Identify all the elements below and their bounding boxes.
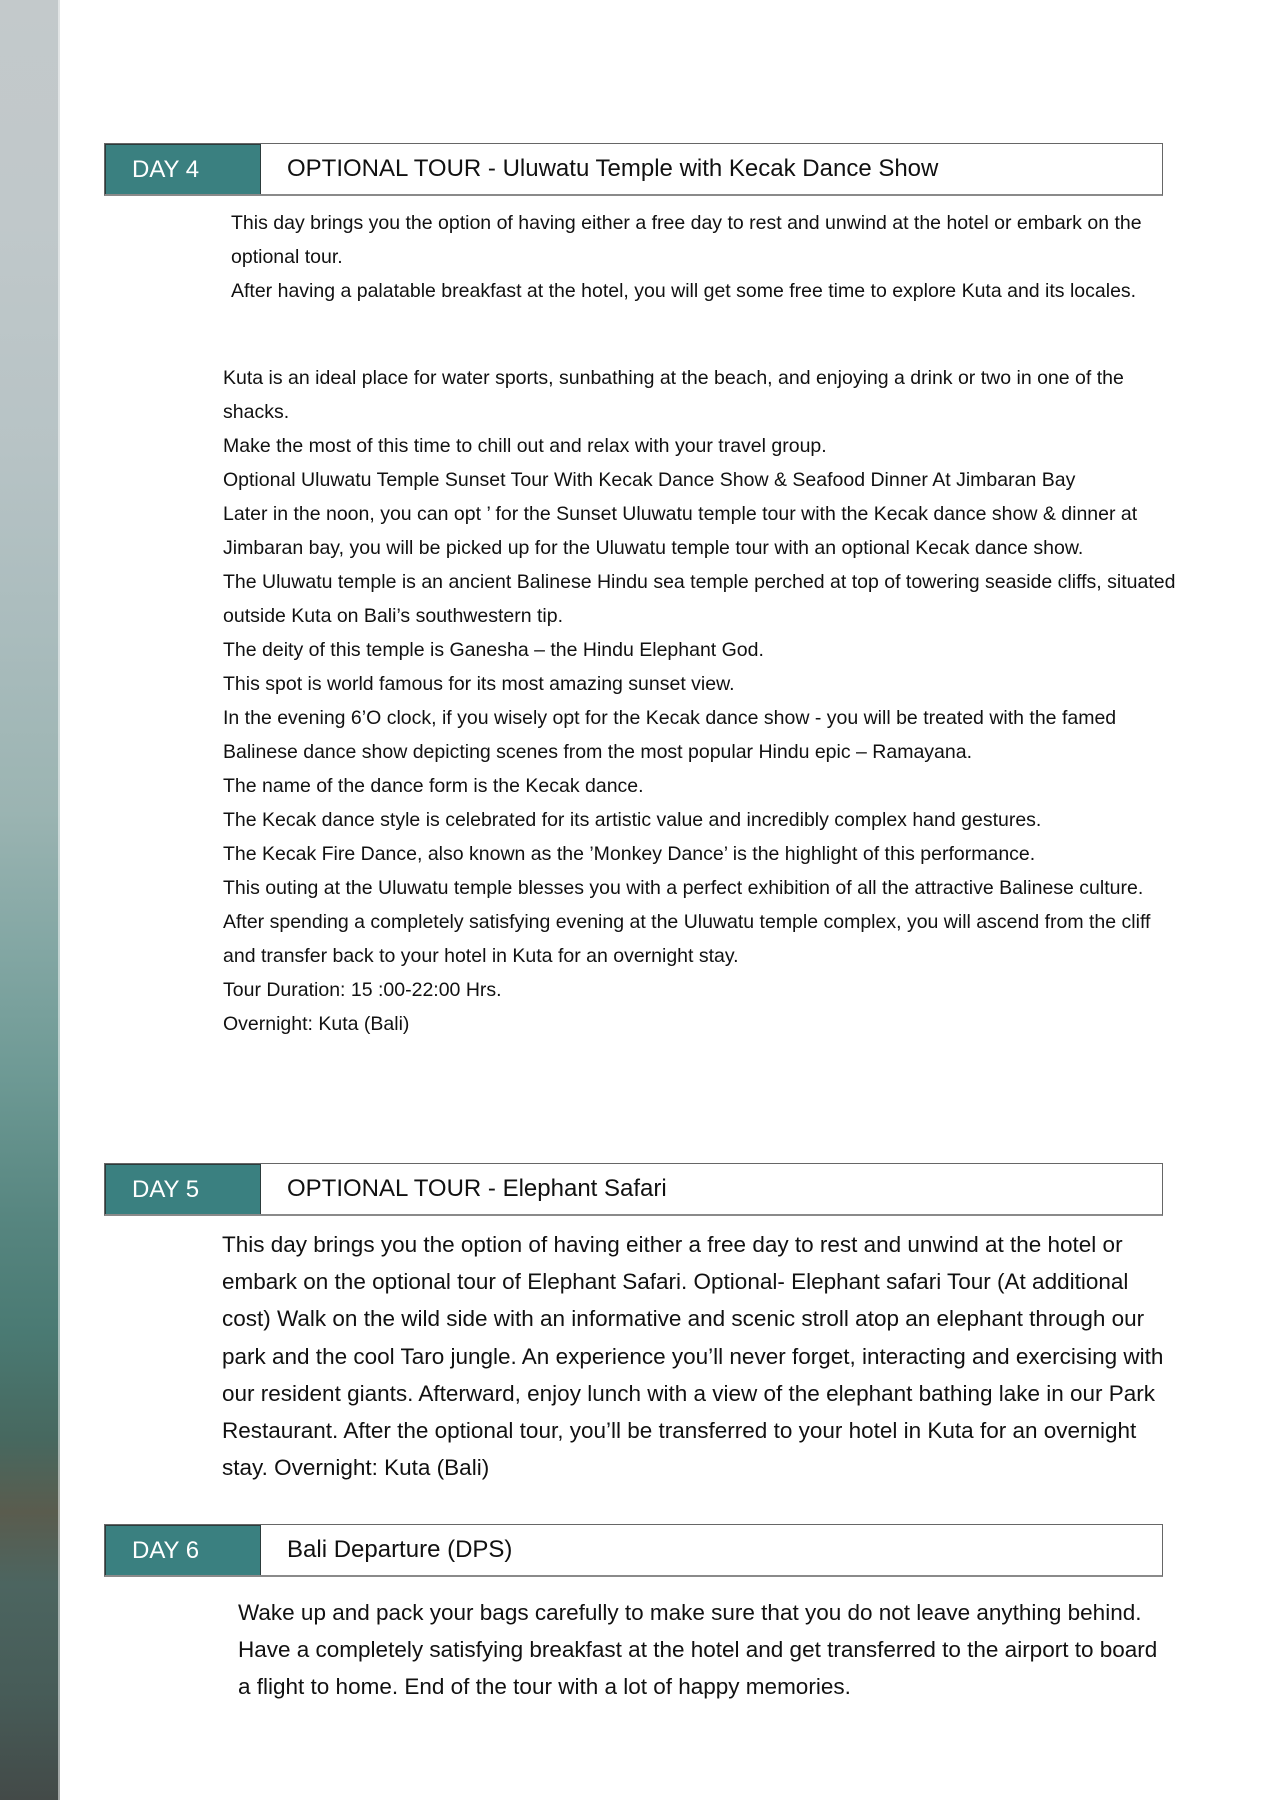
- day-4-body-line: The Kecak Fire Dance, also known as the ’Monkey Dance’ is the highlight of this performance.: [223, 843, 1036, 865]
- day-4-title: OPTIONAL TOUR - Uluwatu Temple with Kecak Dance Show: [287, 155, 939, 182]
- day-4-body-line: Optional Uluwatu Temple Sunset Tour With Kecak Dance Show & Seafood Dinner At Jimbaran Bay: [223, 469, 1076, 491]
- day-6-title: Bali Departure (DPS): [287, 1536, 513, 1563]
- day-4-body-line: The Kecak dance style is celebrated for its artistic value and incredibly complex hand gestures.: [223, 809, 1042, 831]
- day-4-overnight: Overnight: Kuta (Bali): [223, 1013, 410, 1035]
- day-5-header: [104, 1163, 1163, 1216]
- day-6-header: [104, 1524, 1163, 1577]
- day-4-label: DAY 4: [105, 144, 261, 194]
- day-4-body-line: After spending a completely satisfying evening at the Uluwatu temple complex, you will ascend from the cliff and transfer back to your hotel in Kuta for an overnight stay.: [223, 911, 1151, 967]
- day-4-body-line: The name of the dance form is the Kecak dance.: [223, 775, 644, 797]
- day-4-body-line: Later in the noon, you can opt ’ for the Sunset Uluwatu temple tour with the Kecak dance show & dinner at Jimbaran bay, you will be picked up for the Uluwatu temple tour with an optional Kecak dance show.: [223, 503, 1138, 559]
- day-5-body: This day brings you the option of having either a free day to rest and unwind at the hotel or embark on the optional tour of Elephant Safari. Optional- Elephant safari Tour (At additional cost) Walk on the wild side with an informative and scenic stroll atop an elephant through our park and the cool Taro jungle. An experience you’ll never forget, interacting and exercising with our resident giants. Afterward, enjoy lunch with a view of the elephant bathing lake in our Park Restaurant. After the optional tour, you’ll be transferred to your hotel in Kuta for an overnight stay. Overnight: Kuta (Bali): [222, 1232, 1164, 1481]
- day-4-intro-line: This day brings you the option of having either a free day to rest and unwind at the hotel or embark on the optional tour.: [231, 212, 1142, 268]
- day-4-intro: [231, 206, 1181, 308]
- day-5-title: OPTIONAL TOUR - Elephant Safari: [287, 1175, 667, 1202]
- decorative-photo-strip: [0, 0, 60, 1800]
- day-6-label: DAY 6: [105, 1525, 261, 1575]
- day-4-body-line: The Uluwatu temple is an ancient Balinese Hindu sea temple perched at top of towering seaside cliffs, situated outside Kuta on Bali’s southwestern tip.: [223, 571, 1176, 627]
- day-4-body: [223, 361, 1183, 1041]
- day-4-intro-line: After having a palatable breakfast at the hotel, you will get some free time to explore Kuta and its locales.: [231, 280, 1137, 302]
- day-4-body-line: This outing at the Uluwatu temple blesses you with a perfect exhibition of all the attractive Balinese culture.: [223, 877, 1144, 899]
- day-4-body-line: The deity of this temple is Ganesha – the Hindu Elephant God.: [223, 639, 764, 661]
- day-5-label: DAY 5: [105, 1164, 261, 1214]
- day-4-body-line: Kuta is an ideal place for water sports, sunbathing at the beach, and enjoying a drink or two in one of the shacks.: [223, 367, 1124, 423]
- day-4-body-line: In the evening 6’O clock, if you wisely opt for the Kecak dance show - you will be treated with the famed Balinese dance show depicting scenes from the most popular Hindu epic – Ramayana.: [223, 707, 1117, 763]
- day-6-body: Wake up and pack your bags carefully to make sure that you do not leave anything behind. Have a completely satisfying breakfast at the hotel and get transferred to the airport to board a flight to home. End of the tour with a lot of happy memories.: [238, 1600, 1158, 1700]
- day-4-body-line: This spot is world famous for its most amazing sunset view.: [223, 673, 735, 695]
- day-4-header: [104, 143, 1163, 196]
- day-4-tour-duration: Tour Duration: 15 :00-22:00 Hrs.: [223, 979, 502, 1001]
- day-4-body-line: Make the most of this time to chill out and relax with your travel group.: [223, 435, 827, 457]
